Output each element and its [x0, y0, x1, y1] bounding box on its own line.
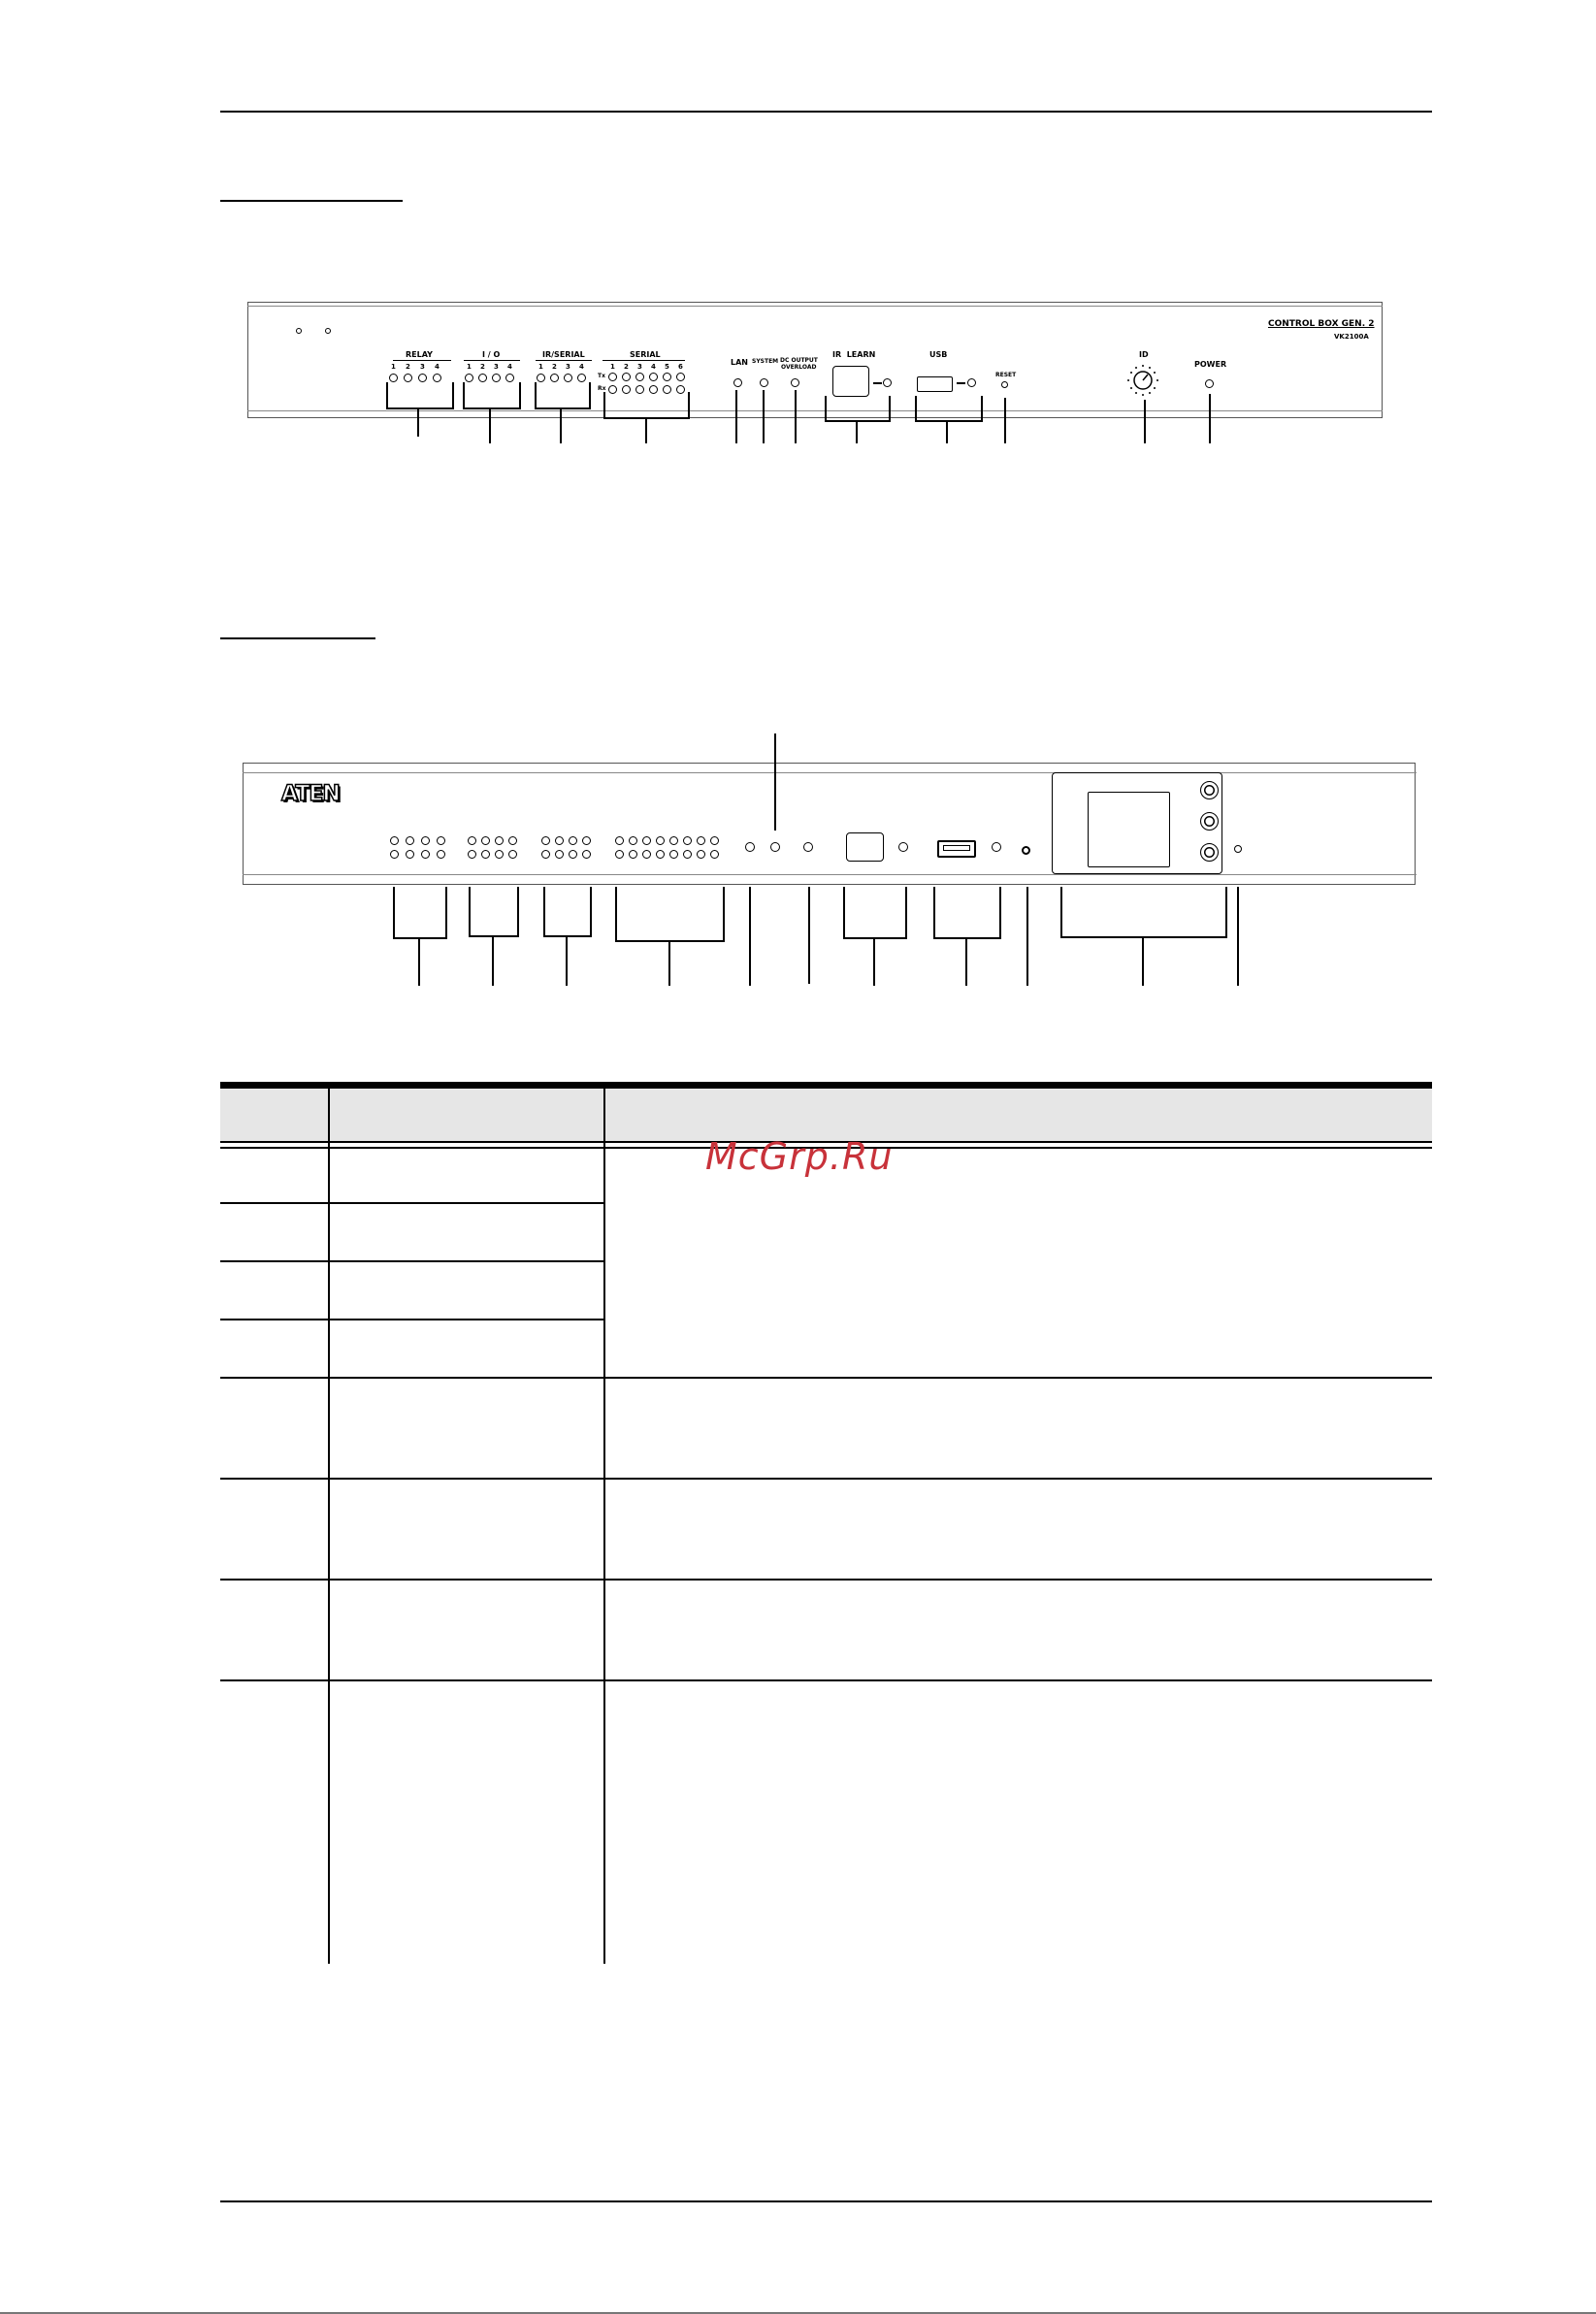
- model-label: VK2100A: [1334, 333, 1369, 341]
- lan-led-front: [745, 842, 755, 852]
- serial-tx-led: [649, 373, 658, 381]
- usb-label: USB: [929, 350, 948, 359]
- callout-lan-front: [749, 887, 751, 986]
- table-top-thick-rule: [220, 1082, 1432, 1089]
- table-row-rule: [220, 1377, 1432, 1379]
- ir-serial-led-front: [555, 836, 564, 845]
- header-rule: [220, 111, 1432, 113]
- callout-io-front-stem: [492, 935, 494, 986]
- power-led-front: [1234, 845, 1242, 853]
- table-row-rule: [220, 1202, 605, 1204]
- relay-led-front: [437, 836, 445, 845]
- ir-serial-led-front: [541, 850, 550, 859]
- callout-usb: [915, 396, 983, 422]
- ir-learn-led-front: [898, 842, 908, 852]
- watermark-text: McGrp.Ru: [705, 1135, 894, 1178]
- device-front-inner-line-1: [243, 772, 1417, 773]
- ir-learn-led: [883, 378, 892, 387]
- usb-led: [967, 378, 976, 387]
- serial-led-front: [615, 850, 624, 859]
- dc-overload-led-front: [803, 842, 813, 852]
- serial-rx-label: Rx: [598, 385, 606, 392]
- serial-led-front: [669, 850, 678, 859]
- serial-number: 6: [678, 363, 683, 371]
- serial-tx-led: [608, 373, 617, 381]
- lcd-button-up: [1200, 781, 1219, 799]
- io-label: I / O: [482, 350, 501, 359]
- callout-dc: [795, 390, 797, 443]
- system-label: SYSTEM: [752, 358, 779, 365]
- section-heading-underline-top: [220, 200, 403, 202]
- serial-led-front: [697, 836, 705, 845]
- serial-label-rule: [603, 360, 685, 361]
- ir-serial-number: 3: [566, 363, 570, 371]
- io-number: 1: [467, 363, 472, 371]
- table-row-rule: [220, 1579, 1432, 1581]
- mount-hole: [325, 328, 331, 334]
- ir-serial-number: 1: [538, 363, 543, 371]
- usb-connector: [957, 382, 965, 384]
- callout-ir-serial-stem: [560, 407, 562, 443]
- io-number: 3: [494, 363, 499, 371]
- power-led: [1205, 379, 1214, 388]
- device-front-outline: [243, 763, 1416, 885]
- io-led: [465, 374, 473, 382]
- io-led-front: [468, 836, 476, 845]
- serial-number: 3: [637, 363, 642, 371]
- dc-overload-label: OVERLOAD: [781, 364, 817, 371]
- relay-led: [389, 374, 398, 382]
- ir-learn-window: [832, 366, 869, 397]
- callout-relay-stem: [417, 407, 419, 437]
- dc-output-label: DC OUTPUT: [780, 357, 818, 364]
- footer-rule: [220, 2200, 1432, 2202]
- callout-reset-front: [1026, 887, 1028, 986]
- callout-ir-serial-front: [543, 887, 592, 937]
- serial-led-front: [656, 850, 665, 859]
- serial-tx-led: [663, 373, 671, 381]
- relay-label: RELAY: [406, 350, 433, 359]
- table-header-row: [220, 1089, 1432, 1141]
- serial-led-front: [642, 836, 651, 845]
- table-row-rule: [220, 1478, 1432, 1480]
- callout-serial-stem: [645, 417, 647, 443]
- system-led-front: [770, 842, 780, 852]
- ir-serial-led-front: [582, 836, 591, 845]
- serial-led-front: [642, 850, 651, 859]
- io-label-rule: [464, 360, 520, 361]
- io-led-front: [481, 850, 490, 859]
- brand-label: CONTROL BOX GEN. 2: [1268, 319, 1375, 329]
- callout-serial-front: [615, 887, 725, 942]
- reset-button-front: [1022, 846, 1030, 855]
- ir-serial-led: [577, 374, 586, 382]
- io-led-front: [468, 850, 476, 859]
- serial-led-front: [683, 836, 692, 845]
- callout-lcd-front: [1060, 887, 1227, 938]
- section-heading-underline-front: [220, 637, 375, 639]
- serial-led-front: [629, 836, 637, 845]
- serial-led-front: [683, 850, 692, 859]
- relay-number: 2: [406, 363, 410, 371]
- serial-number: 1: [610, 363, 615, 371]
- serial-led-front: [669, 836, 678, 845]
- callout-ir-serial: [535, 382, 591, 409]
- lan-led: [733, 378, 742, 387]
- serial-tx-led: [676, 373, 685, 381]
- mount-hole: [296, 328, 302, 334]
- serial-led-front: [697, 850, 705, 859]
- relay-led-front: [406, 836, 414, 845]
- lcd-button-down: [1200, 843, 1219, 862]
- io-led-front: [481, 836, 490, 845]
- relay-led-front: [437, 850, 445, 859]
- system-led: [760, 378, 768, 387]
- callout-relay-front-stem: [418, 937, 420, 986]
- ir-serial-label-rule: [536, 360, 592, 361]
- callout-ir-serial-front-stem: [566, 935, 568, 986]
- usb-led-front: [992, 842, 1001, 852]
- serial-led-front: [710, 836, 719, 845]
- ir-serial-led: [550, 374, 559, 382]
- io-number: 2: [480, 363, 485, 371]
- table-col-divider-2: [603, 1089, 605, 1964]
- io-led: [492, 374, 501, 382]
- callout-lan: [735, 390, 737, 443]
- ir-learn-label: IR LEARN: [832, 350, 876, 359]
- lan-label: LAN: [731, 358, 748, 367]
- lcd-screen: [1088, 792, 1170, 867]
- callout-io: [463, 382, 521, 409]
- ir-serial-number: 2: [552, 363, 557, 371]
- callout-relay-front: [393, 887, 447, 939]
- callout-usb-front-stem: [965, 937, 967, 986]
- relay-number: 1: [391, 363, 396, 371]
- io-number: 4: [507, 363, 512, 371]
- callout-serial-front-stem: [668, 940, 670, 986]
- callout-relay: [386, 382, 454, 409]
- table-col-divider-1: [328, 1089, 330, 1964]
- io-led-front: [508, 850, 517, 859]
- ir-serial-led: [564, 374, 572, 382]
- reset-label: RESET: [995, 372, 1017, 378]
- serial-led-front: [710, 850, 719, 859]
- serial-number: 4: [651, 363, 656, 371]
- device-top-inner-line-1: [247, 306, 1383, 307]
- ir-serial-label: IR/SERIAL: [542, 350, 585, 359]
- relay-led: [418, 374, 427, 382]
- table-row-rule: [220, 1319, 605, 1320]
- callout-io-stem: [489, 407, 491, 443]
- serial-number: 2: [624, 363, 629, 371]
- serial-number: 5: [665, 363, 669, 371]
- io-led: [478, 374, 487, 382]
- relay-number: 4: [435, 363, 440, 371]
- ir-learn-connector: [873, 382, 882, 384]
- callout-ir-learn-stem: [856, 420, 858, 443]
- table-row-rule: [220, 1679, 1432, 1681]
- io-led-front: [495, 836, 504, 845]
- callout-serial: [603, 392, 690, 419]
- reset-button: [1001, 381, 1008, 388]
- power-label: POWER: [1194, 360, 1227, 369]
- callout-system: [763, 390, 765, 443]
- callout-ir-learn-front-stem: [873, 937, 875, 986]
- ir-learn-window-front: [846, 832, 884, 862]
- device-front-view: [243, 763, 1417, 887]
- relay-led-front: [390, 836, 399, 845]
- io-led: [505, 374, 514, 382]
- usb-port: [917, 376, 953, 392]
- io-led-front: [495, 850, 504, 859]
- device-front-inner-line-2: [243, 874, 1417, 875]
- serial-tx-label: Tx: [598, 373, 605, 379]
- callout-id: [1144, 400, 1146, 443]
- ir-serial-led: [537, 374, 545, 382]
- ir-serial-number: 4: [579, 363, 584, 371]
- serial-tx-led: [622, 373, 631, 381]
- id-label: ID: [1139, 350, 1149, 359]
- usb-port-tongue: [943, 845, 970, 851]
- callout-io-front: [469, 887, 519, 937]
- callout-system-front-above: [774, 733, 776, 831]
- lcd-button-enter: [1200, 812, 1219, 831]
- relay-number: 3: [420, 363, 425, 371]
- serial-label: SERIAL: [630, 350, 661, 359]
- callout-power: [1209, 394, 1211, 443]
- ir-serial-led-front: [569, 836, 577, 845]
- relay-led-front: [421, 850, 430, 859]
- aten-logo: ATEN: [281, 782, 340, 806]
- relay-led-front: [421, 836, 430, 845]
- relay-led-front: [390, 850, 399, 859]
- callout-ir-learn: [825, 396, 891, 422]
- ir-serial-led-front: [555, 850, 564, 859]
- relay-led: [433, 374, 441, 382]
- callout-usb-front: [933, 887, 1001, 939]
- ir-serial-led-front: [569, 850, 577, 859]
- serial-led-front: [656, 836, 665, 845]
- table-row-rule: [220, 1260, 605, 1262]
- relay-label-rule: [393, 360, 451, 361]
- dc-overload-led: [791, 378, 799, 387]
- callout-lcd-front-stem: [1142, 936, 1144, 986]
- callout-reset: [1004, 398, 1006, 443]
- relay-led: [404, 374, 412, 382]
- ir-serial-led-front: [582, 850, 591, 859]
- callout-power-front: [1237, 887, 1239, 986]
- callout-usb-stem: [946, 420, 948, 443]
- callout-dc-front: [808, 887, 810, 984]
- serial-led-front: [629, 850, 637, 859]
- serial-led-front: [615, 836, 624, 845]
- ir-serial-led-front: [541, 836, 550, 845]
- serial-tx-led: [635, 373, 644, 381]
- id-dial-icon: [1125, 363, 1160, 398]
- callout-ir-learn-front: [843, 887, 907, 939]
- io-led-front: [508, 836, 517, 845]
- relay-led-front: [406, 850, 414, 859]
